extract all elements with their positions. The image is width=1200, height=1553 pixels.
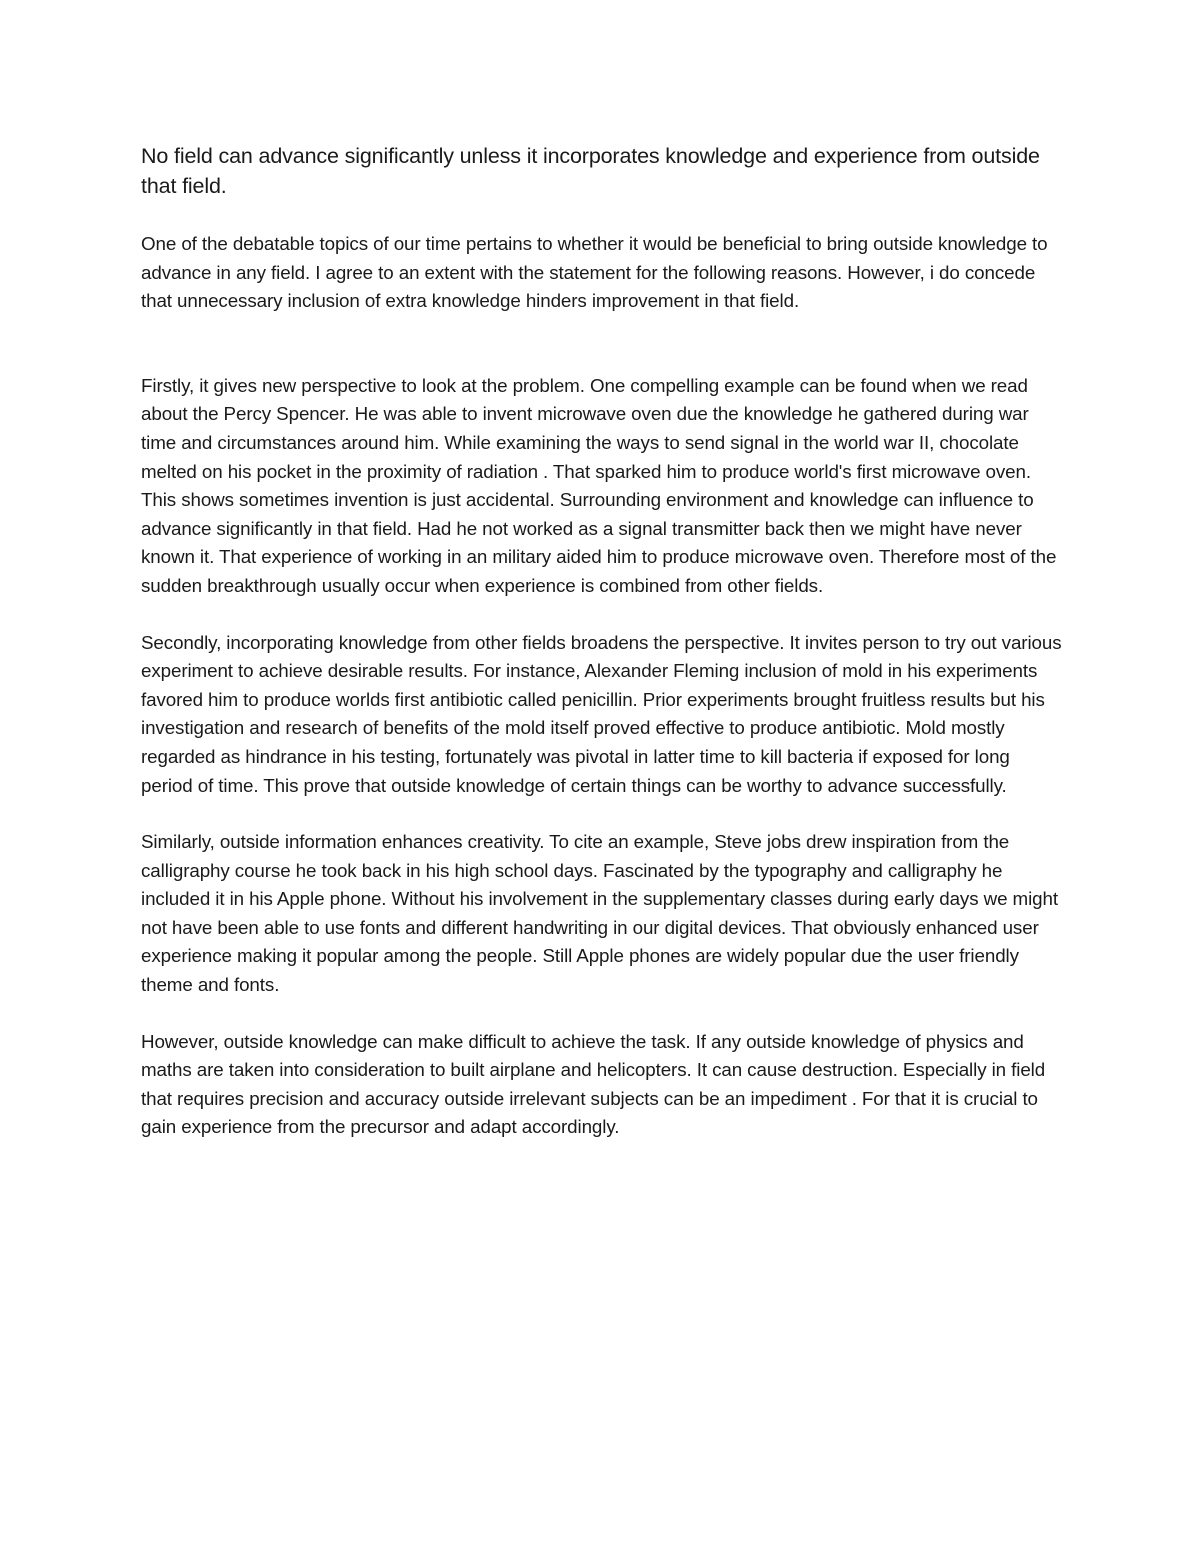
paragraph-introduction: One of the debatable topics of our time pertains to whether it would be beneficial to bring outside knowledge to advance in any field. I agree to an extent with the statement for the following reasons. However, i do concede that unnecessary inclusion of extra knowledge hinders improvement in that field. [141, 233, 1048, 312]
paragraph-however: However, outside knowledge can make difficult to achieve the task. If any outside knowledge of physics and maths are taken into consideration to built airplane and helicopters. It can cause destruction. Especially in field that requires precision and accuracy outside irrelevant subjects can be an impediment . For that it is crucial to gain experience from the precursor and adapt accordingly. [141, 1030, 1046, 1138]
paragraph-similarly: Similarly, outside information enhances creativity. To cite an example, Steve jobs drew inspiration from the calligraphy course he took back in his high school days. Fascinated by the typography and calligraphy he included it in his Apple phone. Without his involvement in the supplementary classes during early days we might not have been able to use fonts and different handwriting in our digital devices. That obviously enhanced user experience making it popular among the people. Still Apple phones are widely popular due the user friendly theme and fonts. [141, 831, 1058, 996]
essay-body [141, 141, 1066, 1142]
paragraph-secondly: Secondly, incorporating knowledge from other fields broadens the perspective. It invites person to try out various experiment to achieve desirable results. For instance, Alexander Fleming inclusion of mold in his experiments favored him to produce worlds first antibiotic called penicillin. Prior experiments brought fruitless results but his investigation and research of benefits of the mold itself proved effective to produce antibiotic. Mold mostly regarded as hindrance in his testing, fortunately was pivotal in latter time to kill bacteria if exposed for long period of time. This prove that outside knowledge of certain things can be worthy to advance successfully. [141, 631, 1062, 796]
essay-prompt-title: No field can advance significantly unless it incorporates knowledge and experience from outside that field. [141, 144, 1040, 198]
paragraph-firstly: Firstly, it gives new perspective to look at the problem. One compelling example can be found when we read about the Percy Spencer. He was able to invent microwave oven due the knowledge he gathered during war time and circumstances around him. While examining the ways to send signal in the world war II, chocolate melted on his pocket in the proximity of radiation . That sparked him to produce world's first microwave oven. This shows sometimes invention is just accidental. Surrounding environment and knowledge can influence to advance significantly in that field. Had he not worked as a signal transmitter back then we might have never known it. That experience of working in an military aided him to produce microwave oven. Therefore most of the sudden breakthrough usually occur when experience is combined from other fields. [141, 374, 1057, 596]
